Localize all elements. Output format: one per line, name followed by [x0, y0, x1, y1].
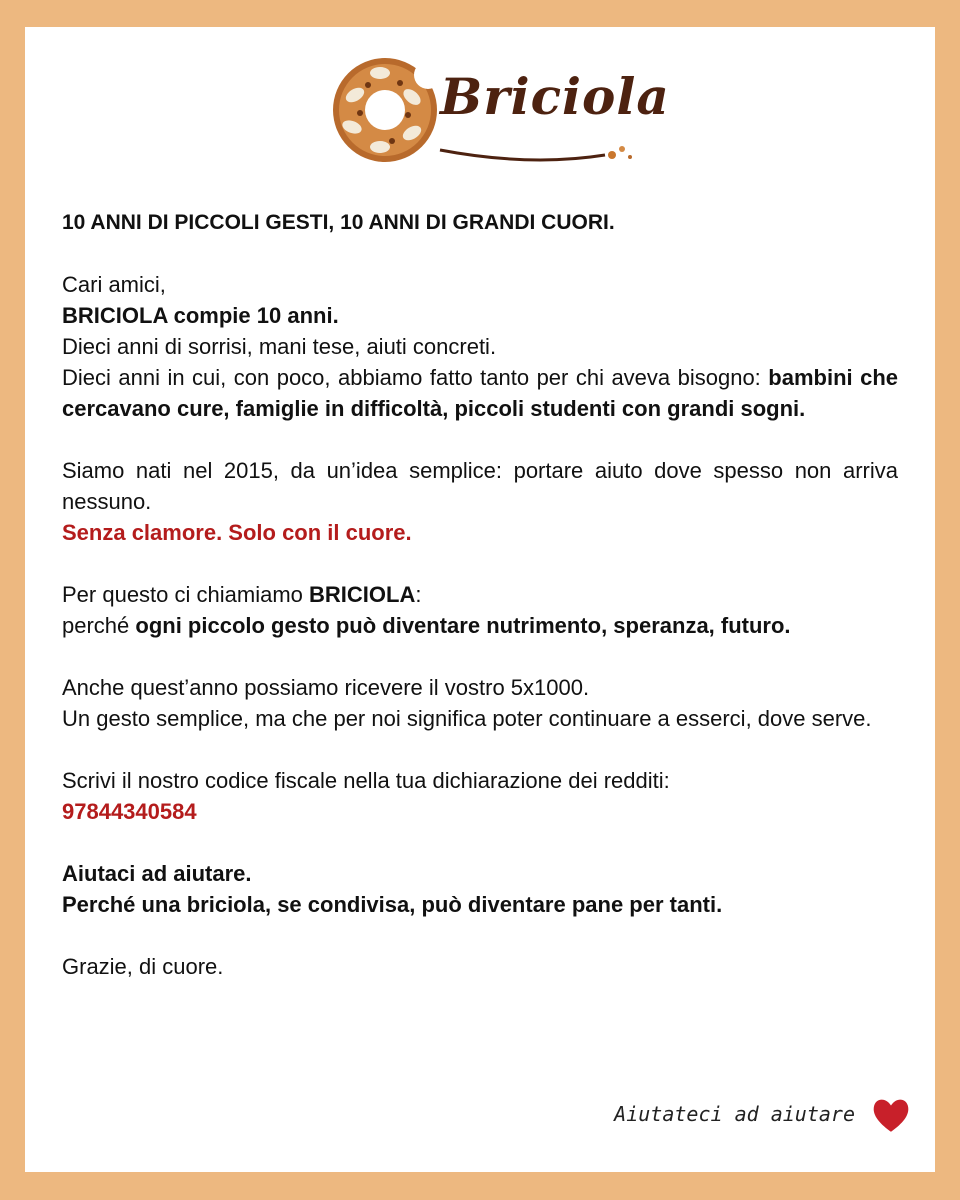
mission-bold: bambini che cercavano cure, famiglie in difficoltà, piccoli studenti con grandi sogni.: [62, 365, 899, 421]
closing: Grazie, di cuore.: [62, 954, 224, 979]
greeting: Cari amici,: [62, 272, 166, 297]
name-reason-line: [62, 579, 898, 610]
five-per-mille-line: Anche quest’anno possiamo ricevere il vostro 5x1000.: [62, 675, 590, 700]
heart-icon: [870, 1094, 912, 1136]
mission-normal: Dieci anni in cui, con poco, abbiamo fatto tanto per chi aveva bisogno:: [62, 365, 769, 390]
five-per-mille-paragraph: Un gesto semplice, ma che per noi significa poter continuare a esserci, dove serve.: [62, 706, 872, 731]
anniversary-line: [62, 300, 898, 331]
name-reason-bold: ogni piccolo gesto può diventare nutrimento, speranza, futuro.: [135, 613, 791, 638]
brand-name: Briciola: [440, 67, 670, 126]
mission-paragraph: [62, 362, 898, 424]
tax-code: 97844340584: [62, 799, 197, 824]
anniversary-rest: compie 10 anni.: [167, 303, 339, 328]
origin-paragraph: Siamo nati nel 2015, da un’idea semplice: portare aiuto dove spesso non arriva nessuno.: [62, 458, 898, 514]
years-line: Dieci anni di sorrisi, mani tese, aiuti concreti.: [62, 334, 497, 359]
call-to-action-line2: Perché una briciola, se condivisa, può diventare pane per tanti.: [62, 892, 723, 917]
name-reason-paragraph: [62, 610, 898, 641]
letter-heading: 10 ANNI DI PICCOLI GESTI, 10 ANNI DI GRANDI CUORI.: [62, 211, 615, 234]
signature: Aiutateci ad aiutare: [614, 1102, 855, 1126]
tax-code-instruction: Scrivi il nostro codice fiscale nella tua dichiarazione dei redditi:: [62, 768, 670, 793]
letter-card: [25, 27, 935, 1172]
briciola-logo: [330, 55, 670, 165]
origin-slogan: Senza clamore. Solo con il cuore.: [62, 520, 412, 545]
letter-body: [62, 207, 898, 982]
call-to-action: Aiutaci ad aiutare.: [62, 861, 252, 886]
name-reason-intro: Per questo ci chiamiamo: [62, 582, 309, 607]
name-reason-normal: perché: [62, 613, 136, 638]
brand-bold: BRICIOLA: [62, 303, 168, 328]
name-reason-colon: :: [415, 582, 422, 607]
name-reason-brand: BRICIOLA: [309, 582, 416, 607]
